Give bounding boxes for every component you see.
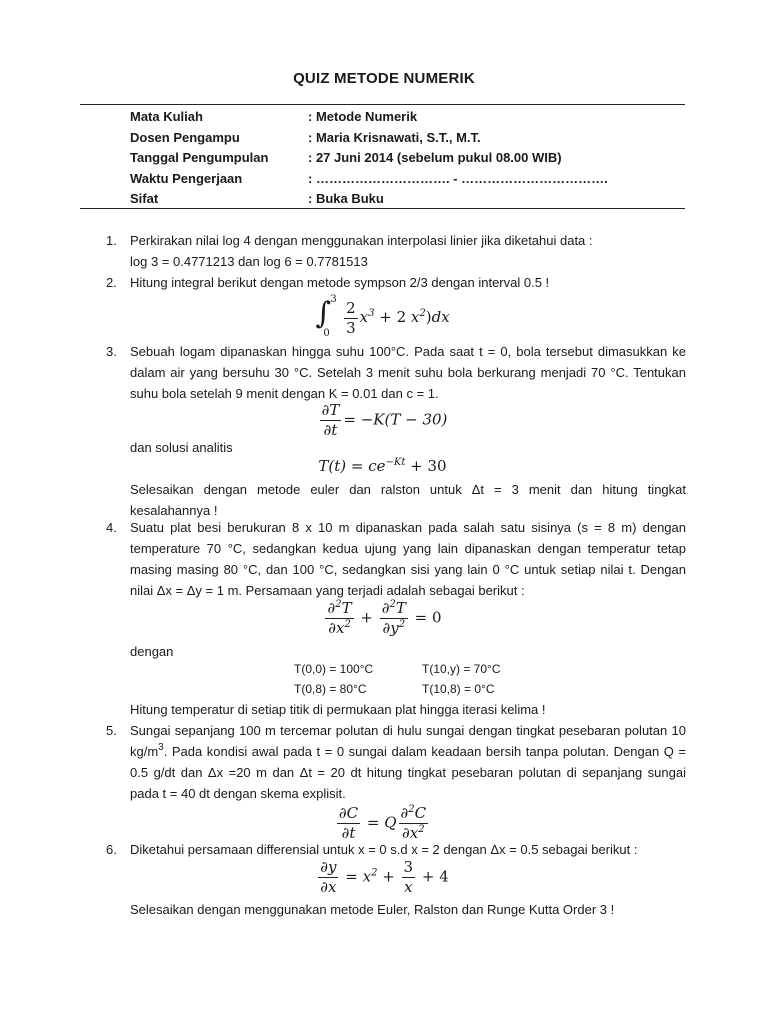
info-value: : 27 Juni 2014 (sebelum pukul 08.00 WIB) — [308, 150, 562, 165]
superscript: 3 — [158, 742, 164, 753]
laplace-equation: $\frac{\partial^2T}{\partial x^2}$ + $\frac{\partial^2T}{\partial y^2}$ = 0 — [327, 599, 442, 637]
info-label: Tanggal Pengumpulan — [130, 150, 269, 165]
question-text: Selesaikan dengan metode euler dan ralston untuk Δt = 3 menit dan hitung tingkat kesalahannya ! — [130, 482, 686, 518]
boundary-condition: T(0,0) = 100°C — [294, 662, 374, 676]
course-info-table — [130, 107, 608, 210]
info-label: Dosen Pengampu — [130, 129, 240, 145]
equation-tail: + 30 — [405, 457, 447, 475]
info-row-course — [130, 107, 608, 128]
question-number: 4. — [106, 520, 117, 535]
boundary-condition: T(0,8) = 80°C — [294, 682, 367, 696]
analytic-solution-equation — [80, 457, 685, 475]
question-text: Hitung integral berikut dengan metode sympson 2/3 dengan interval 0.5 ! — [130, 275, 550, 290]
integral-lower-limit: 0 — [323, 328, 330, 339]
header-top-rule — [80, 104, 685, 105]
question-number: 3. — [106, 344, 117, 359]
header-bottom-rule — [80, 208, 685, 209]
boundary-condition: T(10,y) = 70°C — [422, 662, 501, 676]
question-text: dengan — [130, 644, 174, 659]
question-text — [130, 720, 686, 804]
info-value: : Maria Krisnawati, S.T., M.T. — [308, 129, 481, 145]
question-text-part: . Pada kondisi awal pada t = 0 sungai dalam keadaan bersih tanpa polutan. Dengan Q = 0.5 g/dt dan Δx =20 m dan Δt = 20 dt hitung tingkat pesebaran polutan di sepanjang sungai pada t = 40 dt dengan skema explisit. — [130, 744, 686, 801]
info-label: Waktu Pengerjaan — [130, 170, 243, 186]
boundary-condition: T(10,8) = 0°C — [422, 682, 495, 696]
info-value: : Metode Numerik — [308, 109, 418, 124]
info-label: Mata Kuliah — [130, 109, 203, 124]
info-label: Sifat — [130, 191, 159, 206]
equation-rhs: = −K(T − 30) — [343, 410, 448, 429]
question-text: Selesaikan dengan menggunakan metode Euler, Ralston dan Runge Kutta Order 3 ! — [130, 902, 615, 917]
question-text: Suatu plat besi berukuran 8 x 10 m dipanaskan pada salah satu sisinya (s = 8 m) dengan temperature 70 °C, sedangkan kedua ujung yang lain dipanaskan dengan temperatur tetap masing masing 80 °C, dan 100 °C, sedangkan sisi yang lain 0 °C untuk setiap nilai t. Dengan nilai Δx = Δy = 1 m. Persamaan yang terjadi adalah sebagai berikut : — [130, 520, 686, 598]
question-text-part: Sungai sepanjang 100 m tercemar polutan di hulu sungai dengan tingkat pesebaran polutan 10 kg/m — [130, 723, 686, 759]
info-row-nature — [130, 189, 608, 210]
question-number: 6. — [106, 842, 117, 857]
question-number: 5. — [106, 723, 117, 738]
question-text: Diketahui persamaan differensial untuk x = 0 s.d x = 2 dengan Δx = 0.5 sebagai berikut : — [130, 842, 638, 857]
advection-diffusion-equation: $\frac{\partial C}{\partial t}$ = Q $\frac{\partial^2C}{\partial x^2}$ — [338, 804, 427, 842]
question-data: log 3 = 0.4771213 dan log 6 = 0.7781513 — [130, 254, 368, 269]
integral-equation: ∫ 3 0 $\frac{2}{3}$ $x^3 + 2$ $x^2)dx$ — [315, 294, 450, 339]
differential-equation: $\frac{\partial y}{\partial x}$ = $x^2$ + $\frac{3}{x}$ + 4 — [320, 858, 449, 896]
equation-lhs: T(t) = ce — [318, 457, 386, 475]
cooling-equation: $\frac{\partial T}{\partial t}$ = −K(T − 30) — [321, 401, 448, 439]
integral-upper-limit: 3 — [330, 294, 337, 305]
question-text: Perkirakan nilai log 4 dengan menggunakan interpolasi linier jika diketahui data : — [130, 233, 593, 248]
equation-exponent: −Kt — [385, 457, 406, 468]
question-text: Hitung temperatur di setiap titik di permukaan plat hingga iterasi kelima ! — [130, 702, 546, 717]
question-number: 1. — [106, 233, 117, 248]
info-row-lecturer — [130, 128, 608, 149]
question-number: 2. — [106, 275, 117, 290]
page-title: QUIZ METODE NUMERIK — [293, 70, 475, 87]
info-row-due-date — [130, 148, 608, 169]
info-value: : …………………………. - ……………………………. — [308, 170, 608, 186]
info-value: : Buka Buku — [308, 191, 384, 206]
question-text: Sebuah logam dipanaskan hingga suhu 100°C. Pada saat t = 0, bola tersebut dimasukkan ke dalam air yang bersuhu 30 °C. Setelah 3 menit suhu bola berkurang menjadi 70 °C. Tentukan suhu bola setelah 9 menit dengan K = 0.01 dan c = 1. — [130, 344, 686, 401]
question-text: dan solusi analitis — [130, 440, 233, 455]
info-row-work-time — [130, 169, 608, 190]
